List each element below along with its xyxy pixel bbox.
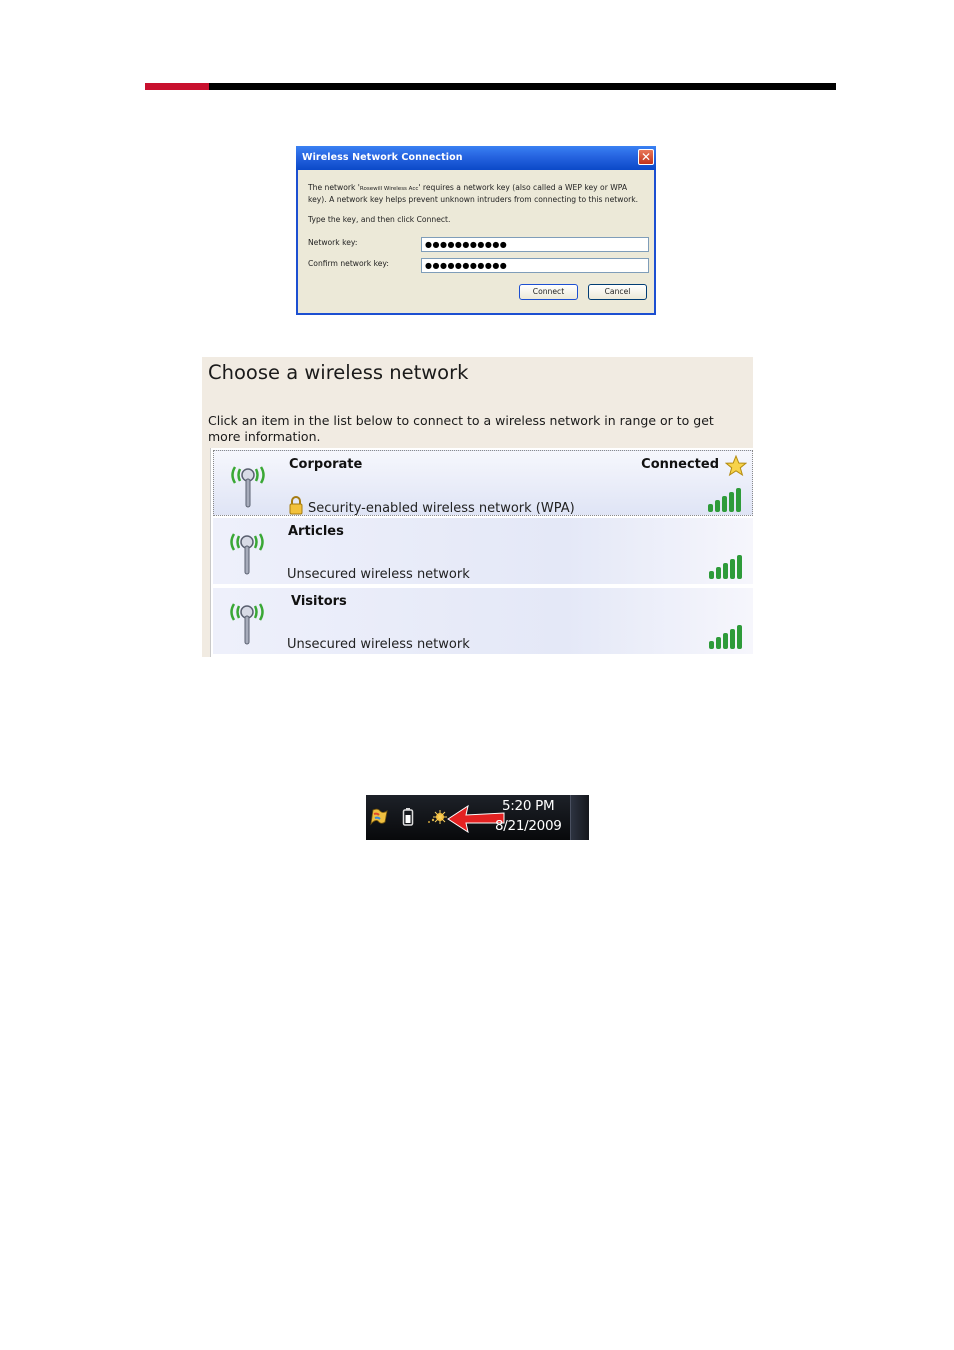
- header-rule-red: [145, 83, 209, 90]
- action-center-flag-icon[interactable]: [368, 806, 390, 828]
- close-icon: ✕: [640, 150, 652, 164]
- dialog-message: The network 'Rosewill Wireless Acc' requires a network key (also called a WEP key or WPA key). A network key helps prevent unknown intruders from connecting to this network.: [308, 183, 639, 204]
- chooser-title: Choose a wireless network: [208, 361, 469, 384]
- wireless-network-connection-dialog: [296, 146, 656, 315]
- wireless-antenna-icon: [225, 596, 269, 648]
- tray-clock-time[interactable]: 5:20 PM: [502, 798, 555, 814]
- network-security: Security-enabled wireless network (WPA): [308, 501, 575, 516]
- network-key-label: Network key:: [308, 238, 358, 247]
- wireless-antenna-icon: [225, 526, 269, 578]
- network-name: Articles: [288, 524, 344, 539]
- network-item-visitors[interactable]: [213, 588, 753, 654]
- confirm-key-label: Confirm network key:: [308, 259, 389, 268]
- signal-strength-icon: [708, 624, 746, 650]
- signal-strength-icon: [708, 554, 746, 580]
- signal-strength-icon: [707, 487, 745, 513]
- network-item-articles[interactable]: [213, 518, 753, 584]
- network-name: Visitors: [291, 594, 347, 609]
- dialog-hint: Type the key, and then click Connect.: [308, 215, 451, 224]
- dialog-title: Wireless Network Connection: [302, 152, 463, 163]
- wireless-connecting-icon[interactable]: [426, 809, 448, 827]
- network-security: Unsecured wireless network: [287, 567, 470, 582]
- network-status: Connected: [641, 457, 719, 472]
- chooser-description: Click an item in the list below to connect to a wireless network in range or to get more information.: [208, 413, 714, 444]
- dialog-titlebar[interactable]: [296, 146, 656, 170]
- network-name: Corporate: [289, 457, 363, 472]
- cancel-button[interactable]: Cancel: [588, 284, 647, 300]
- confirm-key-input[interactable]: ●●●●●●●●●●●: [421, 258, 649, 273]
- network-list: [210, 448, 753, 657]
- dialog-network-name: Rosewill Wireless Acc: [359, 186, 419, 192]
- lock-icon: [288, 495, 304, 515]
- show-desktop-button[interactable]: [570, 795, 589, 840]
- tray-clock-date[interactable]: 8/21/2009: [495, 818, 562, 834]
- battery-icon[interactable]: [402, 807, 414, 827]
- dialog-close-button[interactable]: [638, 149, 654, 165]
- network-item-corporate[interactable]: [213, 450, 753, 516]
- wireless-antenna-icon: [226, 459, 270, 511]
- connect-button[interactable]: Connect: [519, 284, 578, 300]
- star-icon: [725, 455, 747, 477]
- choose-wireless-network-panel: [202, 357, 753, 657]
- network-security: Unsecured wireless network: [287, 637, 470, 652]
- network-key-input[interactable]: ●●●●●●●●●●●: [421, 237, 649, 252]
- header-rule-black: [209, 83, 836, 90]
- taskbar-tray: [366, 795, 588, 840]
